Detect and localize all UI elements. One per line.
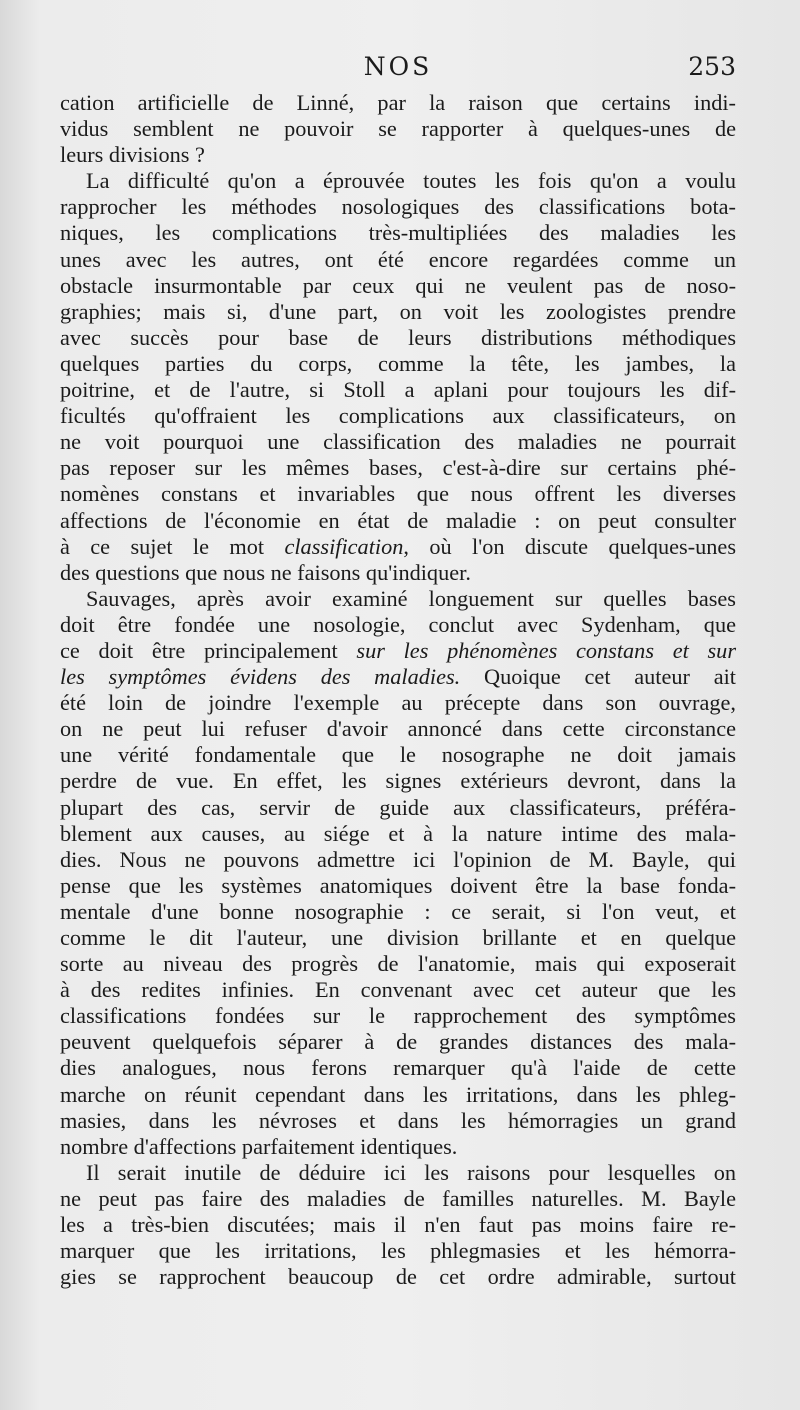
text-line: été loin de joindre l'exemple au précepte dans son ouvrage,: [60, 690, 736, 716]
text-line: graphies; mais si, d'une part, on voit les zoologistes prendre: [60, 298, 736, 324]
text-line: avec succès pour base de leurs distributions méthodiques: [60, 324, 736, 350]
text-line: nombre d'affections parfaitement identiques.: [60, 1133, 458, 1159]
body-text: [60, 90, 736, 1290]
text-line: Il serait inutile de déduire ici les raisons pour lesquelles on: [86, 1159, 736, 1185]
page-number: 253: [688, 52, 736, 81]
text-run: à ce sujet le mot: [60, 533, 285, 559]
italic-quote: sur les phénomènes constans et sur: [356, 637, 736, 663]
text-run: Quoique cet auteur ait: [460, 664, 736, 690]
text-line: [60, 664, 736, 690]
text-line: vidus semblent ne pouvoir se rapporter à quelques-unes de: [60, 116, 736, 142]
text-line: ne voit pourquoi une classification des maladies ne pourrait: [60, 429, 736, 455]
text-line: Sauvages, après avoir examiné longuement sur quelles bases: [86, 585, 736, 611]
text-line: perdre de vue. En effet, les signes extérieurs devront, dans la: [60, 768, 736, 794]
text-line: dies. Nous ne pouvons admettre ici l'opinion de M. Bayle, qui: [60, 846, 736, 872]
text-line: niques, les complications très-multipliées des maladies les: [60, 220, 736, 246]
italic-quote: les symptômes évidens des maladies.: [60, 664, 461, 690]
text-line: pas reposer sur les mêmes bases, c'est-à-dire sur certains phé-: [60, 455, 736, 481]
paragraph-4: [60, 1160, 736, 1290]
text-line: ficultés qu'offraient les complications aux classificateurs, on: [60, 403, 736, 429]
text-run: , où l'on discute quelques-unes: [403, 533, 736, 559]
text-line: quelques parties du corps, comme la tête, les jambes, la: [60, 350, 736, 376]
text-line: unes avec les autres, ont été encore regardées comme un: [60, 246, 736, 272]
text-line: les a très-bien discutées; mais il n'en faut pas moins faire re-: [60, 1212, 736, 1238]
text-line: masies, dans les névroses et dans les hémorragies un grand: [60, 1107, 736, 1133]
text-line: doit être fondée une nosologie, conclut avec Sydenham, que: [60, 611, 736, 637]
running-head: NOS: [363, 52, 433, 81]
text-line: leurs divisions ?: [60, 142, 205, 168]
paragraph-1: [60, 90, 736, 168]
text-line: une vérité fondamentale que le nosographe ne doit jamais: [60, 742, 736, 768]
text-line: [60, 638, 736, 664]
text-line: on ne peut lui refuser d'avoir annoncé dans cette circonstance: [60, 716, 736, 742]
text-line: comme le dit l'auteur, une division brillante et en quelque: [60, 925, 736, 950]
text-line: à des redites infinies. En convenant avec cet auteur que les: [60, 977, 736, 1003]
text-line: blement aux causes, au siége et à la nature intime des mala-: [60, 820, 736, 846]
text-line: peuvent quelquefois séparer à de grandes distances des mala-: [60, 1029, 736, 1055]
paragraph-3: [60, 586, 736, 1160]
text-line: marche on réunit cependant dans les irritations, dans les phleg-: [60, 1081, 736, 1107]
text-line: dies analogues, nous ferons remarquer qu'à l'aide de cette: [60, 1055, 736, 1081]
text-line: rapprocher les méthodes nosologiques des classifications bota-: [60, 194, 736, 220]
text-run: ce doit être principalement: [60, 637, 357, 663]
text-line: marquer que les irritations, les phlegmasies et les hémorra-: [60, 1238, 736, 1264]
page-header: [60, 52, 736, 86]
text-line: ne peut pas faire des maladies de familles naturelles. M. Bayle: [60, 1185, 736, 1211]
text-line: classifications fondées sur le rapprochement des symptômes: [60, 1003, 736, 1029]
text-line: cation artificielle de Linné, par la raison que certains indi-: [60, 90, 736, 115]
italic-term: classification: [284, 533, 404, 559]
text-line: [60, 534, 736, 560]
text-line: gies se rapprochent beaucoup de cet ordre admirable, surtout: [60, 1264, 736, 1290]
text-line: des questions que nous ne faisons qu'indiquer.: [60, 559, 471, 585]
text-line: La difficulté qu'on a éprouvée toutes les fois qu'on a voulu: [86, 168, 736, 194]
text-line: poitrine, et de l'autre, si Stoll a aplani pour toujours les dif-: [60, 377, 736, 403]
text-line: mentale d'une bonne nosographie : ce serait, si l'on veut, et: [60, 898, 736, 924]
text-line: obstacle insurmontable par ceux qui ne veulent pas de noso-: [60, 272, 736, 298]
text-line: affections de l'économie en état de maladie : on peut consulter: [60, 507, 736, 533]
paragraph-2: [60, 168, 736, 586]
text-line: nomènes constans et invariables que nous offrent les diverses: [60, 481, 736, 507]
text-line: plupart des cas, servir de guide aux classificateurs, préféra-: [60, 794, 736, 820]
text-line: pense que les systèmes anatomiques doivent être la base fonda-: [60, 872, 736, 898]
text-line: sorte au niveau des progrès de l'anatomie, mais qui exposerait: [60, 951, 736, 977]
